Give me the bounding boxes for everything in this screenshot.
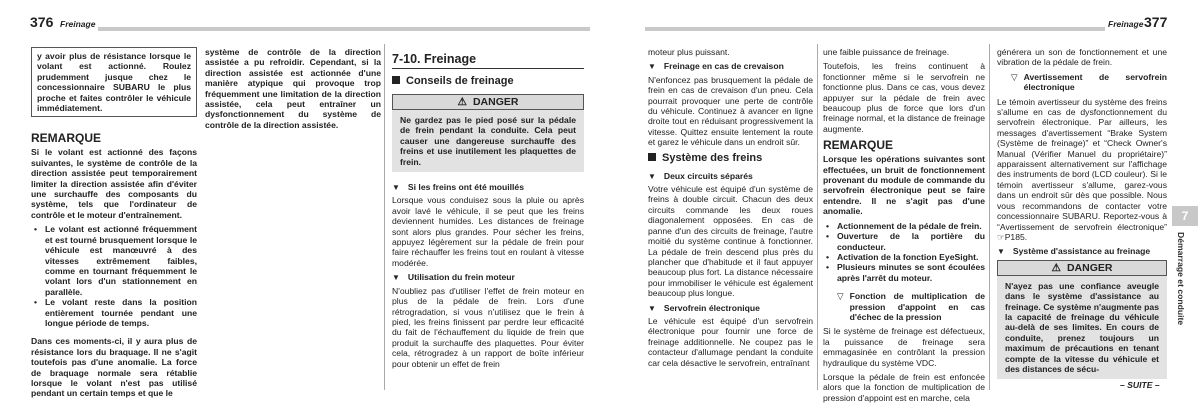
triangle-down-icon: ▼ bbox=[648, 303, 656, 313]
topic-heading bbox=[392, 182, 584, 193]
body-paragraph: Lorsque la pédale de frein est enfoncée alors que la fonction de multiplication de pression d'appoint est en marche, cela bbox=[823, 371, 985, 403]
topic-heading bbox=[997, 246, 1167, 257]
warning-triangle-icon: ⚠ bbox=[1051, 261, 1061, 274]
subtopic-heading-text: Avertissement de servofrein électronique bbox=[1023, 71, 1167, 93]
body-paragraph: Toutefois, les freins continuent à fonctionner même si le servofrein ne fonctionne plus. Dans ce cas, vous devez appuyer sur la pédale de frein avec beaucoup plus de force que lors d'un freinage normal, et la distance de freinage augmente. bbox=[823, 61, 985, 134]
body-paragraph: moteur plus puissant. bbox=[648, 47, 730, 57]
topic-heading bbox=[648, 171, 813, 182]
remarque-heading: REMARQUE bbox=[31, 131, 102, 146]
list-item: • Le volant reste dans la position entièrement tournée pendant une longue période de temps. bbox=[31, 297, 197, 328]
body-paragraph: Le véhicule est équipé d'un servofrein électronique pour fournir une force de freinage additionnelle. Ne coupez pas le contacteur d'allumage pendant la conduite car cela désactive le servofrein, entraînant bbox=[648, 315, 813, 368]
left-column-1 bbox=[31, 47, 197, 403]
topic-heading-text: Système d'assistance au freinage bbox=[1012, 246, 1151, 257]
triangle-down-icon: ▼ bbox=[648, 171, 656, 181]
body-paragraph: N'enfoncez pas brusquement la pédale de frein en cas de crevaison d'un pneu. Cela pourrait provoquer une perte de contrôle du véhicule. Continuez à avancer en ligne droite tout en réduisant progressivement la vitesse. Quittez ensuite lentement la route et garez le véhicule dans un endroit sûr. bbox=[648, 74, 813, 148]
left-header-rule bbox=[98, 27, 590, 31]
list-item: • Le volant est actionné fréquemment et est tourné brusquement lorsque le véhicule est manœuvré à des vitesses extrêmement faibles, comme en tournant fréquemment le volant lors d'un stationnement en parallèle. bbox=[31, 224, 197, 297]
topic-heading-text: Deux circuits séparés bbox=[663, 170, 753, 181]
square-bullet-icon bbox=[648, 153, 656, 161]
warning-triangle-icon: ⚠ bbox=[457, 96, 467, 108]
topic-heading bbox=[648, 303, 813, 314]
danger-header bbox=[997, 260, 1167, 276]
note-paragraph: système de contrôle de la direction assistée a pu refroidir. Cependant, si la direction assistée est actionnée d'une manière atypique qui provoque trop fréquemment une limitation de la direction assistée, cela peut entraîner un dysfonctionnement du système de contrôle de la direction assistée. bbox=[205, 47, 381, 130]
list-item: • Actionnement de la pédale de frein. bbox=[823, 221, 985, 231]
subsection-heading bbox=[392, 75, 584, 88]
body-paragraph: Le témoin avertisseur du système des freins s'allume en cas de dysfonctionnement du servofrein électronique. Par ailleurs, les messages d'avertissement “Brake System (Système de freinage)” et “Check Owner's Manual (Vérifier Manuel du propriétaire)” apparaissent alternativement sur l'affichage des instruments de bord (LCD couleur). Si le témoin avertisseur s'allume, garez-vous dans un endroit sûr dès que possible. Nous vous recommandons de contacter votre concessionnaire SUBARU. Reportez-vous à “Avertissement de servofrein électronique” ☞P185. bbox=[997, 96, 1167, 242]
danger-label: DANGER bbox=[472, 96, 519, 108]
right-page-number: 377 bbox=[1144, 14, 1168, 30]
danger-box bbox=[997, 260, 1167, 380]
topic-heading bbox=[648, 61, 813, 72]
triangle-outline-icon: ▽ bbox=[837, 291, 844, 302]
left-header-title: Freinage bbox=[60, 19, 96, 29]
body-paragraph: Lorsque vous conduisez sous la pluie ou après avoir lavé le véhicule, il se peut que les freins deviennent humides. Les distances de freinage sont alors plus grandes. Pour sécher les freins, appuyez légèrement sur la pédale de frein pour faire réchauffer les freins tout en roulant à vitesse modérée. bbox=[392, 195, 584, 268]
left-page-number: 376 bbox=[30, 14, 54, 30]
right-column-1 bbox=[648, 47, 813, 372]
column-divider bbox=[817, 44, 818, 390]
right-column-2 bbox=[823, 47, 985, 407]
subtopic-heading-text: Fonction de multiplication de pression d'appoint en cas d'échec de la pression bbox=[849, 291, 985, 322]
body-paragraph: une faible puissance de freinage. bbox=[823, 47, 950, 57]
right-header-title: Freinage bbox=[1108, 19, 1144, 29]
topic-heading-text: Freinage en cas de crevaison bbox=[663, 61, 784, 72]
danger-header bbox=[392, 94, 584, 110]
continued-label: – SUITE – bbox=[1120, 380, 1160, 390]
subsection-heading-text: Conseils de freinage bbox=[406, 75, 514, 87]
triangle-down-icon: ▼ bbox=[997, 247, 1005, 257]
left-column-2 bbox=[205, 47, 381, 134]
danger-box bbox=[392, 94, 584, 172]
list-item: • Plusieurs minutes se sont écoulées après l'arrêt du moteur. bbox=[823, 262, 985, 283]
section-heading: 7-10. Freinage bbox=[392, 52, 584, 69]
column-divider bbox=[384, 44, 385, 390]
body-paragraph: N'oubliez pas d'utiliser l'effet de frein moteur en plus de la pédale de frein. Lors d'une rétrogradation, si vous n'utilisez que le frein à pied, les freins finissent par perdre leur efficacité du fait de l'échauffement du liquide de frein que produit la surchauffe des plaquettes. Pour éviter cela, rétrogradez à un rapport de boîte inférieur pour obtenir un effet de frein bbox=[392, 285, 584, 369]
right-header-rule bbox=[645, 27, 1105, 31]
danger-text: Ne gardez pas le pied posé sur la pédale de frein pendant la conduite. Cela peut causer une dangereuse surchauffe des freins et use inutilement les plaquettes de frein. bbox=[392, 110, 584, 172]
warning-box-continued: y avoir plus de résistance lorsque le volant est actionné. Roulez prudemment jusque chez le concessionnaire SUBARU le plus proche et faites contrôler le véhicule immédiatement. bbox=[31, 47, 197, 117]
triangle-down-icon: ▼ bbox=[648, 62, 656, 72]
danger-text: N'ayez pas une confiance aveugle dans le système d'assistance au freinage. Ce système n'augmente pas la capacité de freinage du véhicule au-delà de ses limites. En cours de conduite, prenez toujours un maximum de précautions en tenant compte de la vitesse du véhicule et des distances de sécu- bbox=[997, 276, 1167, 380]
body-paragraph: Si le système de freinage est défectueux, la puissance de freinage sera emmagasinée en contrôlant la pression hydraulique du système VDC. bbox=[823, 326, 985, 368]
triangle-outline-icon: ▽ bbox=[1011, 71, 1018, 82]
subtopic-heading bbox=[1011, 72, 1167, 93]
danger-label: DANGER bbox=[1066, 261, 1113, 274]
chapter-tab[interactable]: 7 bbox=[1172, 206, 1198, 226]
topic-heading-text: Si les freins ont été mouillés bbox=[407, 182, 524, 193]
column-divider bbox=[989, 44, 990, 390]
bullet-list bbox=[823, 221, 985, 283]
list-item: • Ouverture de la portière du conducteur. bbox=[823, 231, 985, 252]
body-paragraph: générera un son de fonctionnement et une vibration de la pédale de frein. bbox=[997, 47, 1167, 68]
note-paragraph: Dans ces moments-ci, il y aura plus de résistance lors du braquage. Il ne s'agit toutefois pas d'une anomalie. La force de braquage normale sera rétablie lorsque le volant n'est pas utilisé pendant un certain temps et que le bbox=[31, 336, 197, 399]
topic-heading bbox=[392, 272, 584, 283]
subsection-heading-text: Système des freins bbox=[662, 151, 763, 164]
subsection-heading bbox=[648, 152, 813, 165]
subtopic-heading bbox=[837, 291, 985, 322]
triangle-down-icon: ▼ bbox=[392, 273, 400, 283]
list-item: • Activation de la fonction EyeSight. bbox=[823, 252, 985, 262]
triangle-down-icon: ▼ bbox=[392, 183, 400, 193]
square-bullet-icon bbox=[392, 76, 400, 84]
bullet-list bbox=[31, 224, 197, 328]
chapter-title: Démarrage et conduite bbox=[1176, 232, 1186, 326]
topic-heading-text: Servofrein électronique bbox=[663, 302, 760, 313]
left-column-3 bbox=[392, 50, 584, 373]
note-paragraph: Lorsque les opérations suivantes sont effectuées, un bruit de fonctionnement provenant du module de commande du servofrein électronique peut se faire entendre. Il ne s'agit pas d'une anomalie. bbox=[823, 154, 985, 217]
topic-heading-text: Utilisation du frein moteur bbox=[407, 272, 515, 283]
note-paragraph: Si le volant est actionné des façons suivantes, le système de contrôle de la direction assistée peut temporairement limiter la direction assistée afin d'éviter une surchauffe des composants du système, tels que l'ordinateur de contrôle et le moteur d'entraînement. bbox=[31, 147, 197, 220]
right-column-3 bbox=[997, 47, 1167, 389]
remarque-heading: REMARQUE bbox=[823, 138, 894, 153]
body-paragraph: Votre véhicule est équipé d'un système de freins à double circuit. Chacun des deux circuits commande les deux roues diagonalement opposées. En cas de panne d'un des circuits de freinage, l'autre moitié du système continue à fonctionner. La pédale de frein descend plus près du plancher que d'habitude et il faut appuyer beaucoup plus fort. La distance nécessaire pour immobiliser le véhicule est également beaucoup plus longue. bbox=[648, 184, 813, 299]
